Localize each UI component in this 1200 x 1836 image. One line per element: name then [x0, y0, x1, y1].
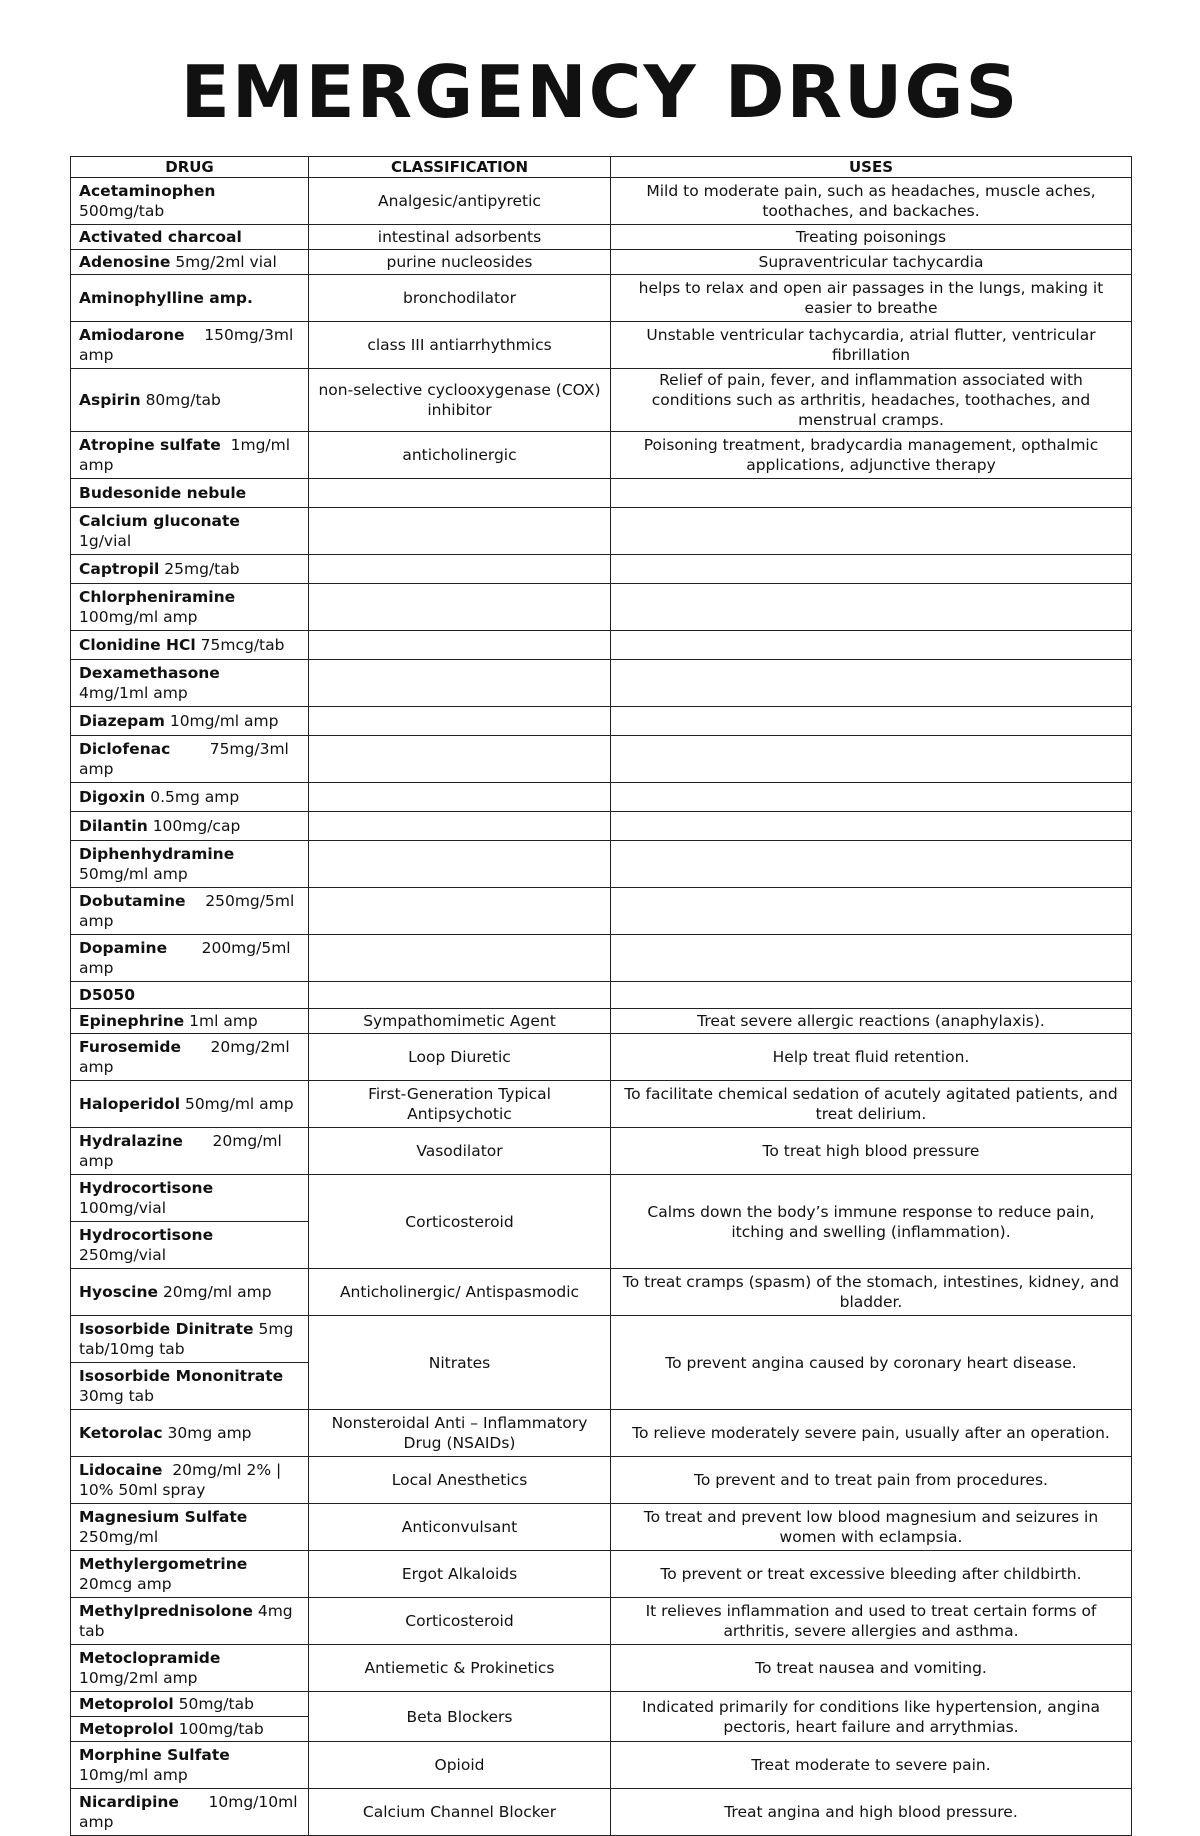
- classification-cell: [309, 631, 611, 660]
- drug-cell: [71, 275, 309, 322]
- drug-name: Diphenhydramine: [79, 845, 235, 863]
- drug-name: Haloperidol: [79, 1095, 181, 1113]
- classification-cell: [309, 736, 611, 783]
- classification-cell: Sympathomimetic Agent: [309, 1009, 611, 1034]
- drug-name: Atropine sulfate: [79, 436, 221, 454]
- classification-cell: Corticosteroid: [309, 1598, 611, 1645]
- drug-name: Calcium gluconate: [79, 512, 240, 530]
- drug-cell: [71, 1645, 309, 1692]
- uses-cell: [611, 736, 1132, 783]
- uses-cell: Supraventricular tachycardia: [611, 250, 1132, 275]
- classification-cell: anticholinergic: [309, 432, 611, 479]
- classification-cell: bronchodilator: [309, 275, 611, 322]
- classification-cell: [309, 888, 611, 935]
- drug-name: Activated charcoal: [79, 228, 242, 246]
- classification-cell: Calcium Channel Blocker: [309, 1789, 611, 1836]
- page-title: EMERGENCY DRUGS: [180, 50, 1020, 134]
- drug-dose: 500mg/tab: [79, 202, 165, 220]
- drug-dose: 50mg/ml amp: [184, 1095, 294, 1113]
- drug-cell: [71, 1128, 309, 1175]
- drug-cell: [71, 369, 309, 432]
- classification-cell: Opioid: [309, 1742, 611, 1789]
- drug-name: Digoxin: [79, 788, 146, 806]
- classification-cell: non-selective cyclooxygenase (COX) inhibitor: [309, 369, 611, 432]
- uses-cell: [611, 479, 1132, 508]
- drug-cell: [71, 1742, 309, 1789]
- classification-cell: [309, 841, 611, 888]
- table-row: [71, 1175, 1132, 1222]
- table-row: [71, 1598, 1132, 1645]
- classification-cell: intestinal adsorbents: [309, 225, 611, 250]
- classification-cell: Loop Diuretic: [309, 1034, 611, 1081]
- classification-cell: Antiemetic & Prokinetics: [309, 1645, 611, 1692]
- table-row: [71, 250, 1132, 275]
- drug-dose: 20mg/ml 2% | 10% 50ml spray: [79, 1461, 282, 1499]
- table-row: [71, 660, 1132, 707]
- classification-cell: class III antiarrhythmics: [309, 322, 611, 369]
- drug-name: Diazepam: [79, 712, 165, 730]
- uses-cell: Treat moderate to severe pain.: [611, 1742, 1132, 1789]
- drug-dose: 150mg/3ml amp: [79, 326, 294, 364]
- classification-cell: Nonsteroidal Anti – Inflammatory Drug (NSAIDs): [309, 1410, 611, 1457]
- drug-name: Isosorbide Dinitrate: [79, 1320, 254, 1338]
- table-row: [71, 1504, 1132, 1551]
- drug-name: Acetaminophen: [79, 182, 216, 200]
- drug-name: Hyoscine: [79, 1283, 158, 1301]
- table-row: [71, 783, 1132, 812]
- drug-dose: 100mg/vial: [79, 1199, 167, 1217]
- uses-cell: Treat severe allergic reactions (anaphylaxis).: [611, 1009, 1132, 1034]
- uses-cell: Indicated primarily for conditions like hypertension, angina pectoris, heart failure and arrythmias.: [611, 1692, 1132, 1742]
- drug-name: Dexamethasone: [79, 664, 220, 682]
- drug-cell: [71, 736, 309, 783]
- table-row: [71, 1457, 1132, 1504]
- drug-cell: [71, 1316, 309, 1363]
- table-row: [71, 1410, 1132, 1457]
- uses-cell: helps to relax and open air passages in the lungs, making it easier to breathe: [611, 275, 1132, 322]
- drug-name: Methylprednisolone: [79, 1602, 253, 1620]
- drug-name: Aminophylline amp.: [79, 289, 253, 307]
- drug-cell: [71, 479, 309, 508]
- table-row: [71, 508, 1132, 555]
- drug-dose: 75mg/3ml amp: [79, 740, 289, 778]
- drug-dose: 10mg/10ml amp: [79, 1793, 298, 1831]
- classification-cell: Vasodilator: [309, 1128, 611, 1175]
- classification-cell: [309, 935, 611, 982]
- classification-cell: purine nucleosides: [309, 250, 611, 275]
- uses-cell: [611, 982, 1132, 1009]
- drug-name: Budesonide nebule: [79, 484, 247, 502]
- uses-cell: To treat cramps (spasm) of the stomach, intestines, kidney, and bladder.: [611, 1269, 1132, 1316]
- table-row: [71, 479, 1132, 508]
- table-row: [71, 888, 1132, 935]
- drug-name: Metoclopramide: [79, 1649, 221, 1667]
- drug-name: Dopamine: [79, 939, 168, 957]
- drug-dose: 80mg/tab: [145, 391, 221, 409]
- drug-cell: [71, 707, 309, 736]
- column-header-drug: DRUG: [71, 157, 309, 178]
- uses-cell: To treat high blood pressure: [611, 1128, 1132, 1175]
- drug-dose: 25mg/tab: [164, 560, 240, 578]
- drug-cell: [71, 1009, 309, 1034]
- classification-cell: [309, 479, 611, 508]
- table-row: [71, 322, 1132, 369]
- classification-cell: [309, 707, 611, 736]
- table-row: [71, 555, 1132, 584]
- drug-name: Epinephrine: [79, 1012, 185, 1030]
- drug-name: D5050: [79, 986, 136, 1004]
- uses-cell: Unstable ventricular tachycardia, atrial flutter, ventricular fibrillation: [611, 322, 1132, 369]
- classification-cell: Local Anesthetics: [309, 1457, 611, 1504]
- drug-cell: [71, 783, 309, 812]
- table-row: [71, 841, 1132, 888]
- uses-cell: It relieves inflammation and used to treat certain forms of arthritis, severe allergies and asthma.: [611, 1598, 1132, 1645]
- drug-cell: [71, 1717, 309, 1742]
- classification-cell: [309, 783, 611, 812]
- uses-cell: [611, 555, 1132, 584]
- classification-cell: [309, 508, 611, 555]
- drug-name: Adenosine: [79, 253, 171, 271]
- drug-dose: 10mg/ml amp: [169, 712, 279, 730]
- uses-cell: To prevent and to treat pain from procedures.: [611, 1457, 1132, 1504]
- drug-dose: 5mg tab/10mg tab: [79, 1320, 294, 1358]
- drug-cell: [71, 1363, 309, 1410]
- classification-cell: Ergot Alkaloids: [309, 1551, 611, 1598]
- uses-cell: [611, 660, 1132, 707]
- drug-cell: [71, 1692, 309, 1717]
- table-row: [71, 1316, 1132, 1363]
- uses-cell: Mild to moderate pain, such as headaches, muscle aches, toothaches, and backaches.: [611, 178, 1132, 225]
- drug-dose: 100mg/cap: [152, 817, 241, 835]
- classification-cell: Beta Blockers: [309, 1692, 611, 1742]
- drug-dose: 5mg/2ml vial: [175, 253, 277, 271]
- drug-dose: 20mg/ml amp: [79, 1132, 282, 1170]
- classification-cell: Anticholinergic/ Antispasmodic: [309, 1269, 611, 1316]
- column-header-uses: USES: [611, 157, 1132, 178]
- drug-cell: [71, 1081, 309, 1128]
- drug-name: Hydrocortisone: [79, 1226, 214, 1244]
- table-row: [71, 631, 1132, 660]
- drug-dose: 20mg/2ml amp: [79, 1038, 290, 1076]
- drug-cell: [71, 1598, 309, 1645]
- uses-cell: Calms down the body’s immune response to reduce pain, itching and swelling (inflammation).: [611, 1175, 1132, 1269]
- drug-cell: [71, 935, 309, 982]
- classification-cell: First-Generation Typical Antipsychotic: [309, 1081, 611, 1128]
- uses-cell: To treat and prevent low blood magnesium and seizures in women with eclampsia.: [611, 1504, 1132, 1551]
- drug-dose: 50mg/ml amp: [79, 865, 188, 883]
- classification-cell: Analgesic/antipyretic: [309, 178, 611, 225]
- drug-dose: 4mg/1ml amp: [79, 684, 188, 702]
- table-row: [71, 812, 1132, 841]
- table-header-row: [71, 157, 1132, 178]
- uses-cell: Treating poisonings: [611, 225, 1132, 250]
- table-row: [71, 736, 1132, 783]
- drug-name: Clonidine HCl: [79, 636, 196, 654]
- drug-dose: 100mg/ml amp: [79, 608, 198, 626]
- uses-cell: Poisoning treatment, bradycardia management, opthalmic applications, adjunctive therapy: [611, 432, 1132, 479]
- drug-dose: 250mg/ml: [79, 1528, 159, 1546]
- table-row: [71, 1009, 1132, 1034]
- table-row: [71, 1034, 1132, 1081]
- classification-cell: Nitrates: [309, 1316, 611, 1410]
- drug-cell: [71, 1269, 309, 1316]
- table-row: [71, 1692, 1132, 1717]
- uses-cell: Treat angina and high blood pressure.: [611, 1789, 1132, 1836]
- table-row: [71, 1269, 1132, 1316]
- drug-dose: 10mg/2ml amp: [79, 1669, 198, 1687]
- table-row: [71, 1789, 1132, 1836]
- drug-name: Diclofenac: [79, 740, 171, 758]
- classification-cell: [309, 584, 611, 631]
- drug-name: Nicardipine: [79, 1793, 179, 1811]
- classification-cell: [309, 982, 611, 1009]
- drug-dose: 10mg/ml amp: [79, 1766, 188, 1784]
- drug-cell: [71, 888, 309, 935]
- drug-name: Dobutamine: [79, 892, 186, 910]
- table-row: [71, 178, 1132, 225]
- table-row: [71, 707, 1132, 736]
- table-row: [71, 1742, 1132, 1789]
- uses-cell: [611, 812, 1132, 841]
- drug-name: Hydrocortisone: [79, 1179, 214, 1197]
- drug-name: Furosemide: [79, 1038, 181, 1056]
- drug-dose: 20mcg amp: [79, 1575, 172, 1593]
- drug-dose: 4mg tab: [79, 1602, 293, 1640]
- drug-table: [70, 156, 1132, 1836]
- table-row: [71, 1551, 1132, 1598]
- drug-cell: [71, 1410, 309, 1457]
- drug-dose: 250mg/vial: [79, 1246, 167, 1264]
- drug-cell: [71, 1551, 309, 1598]
- drug-cell: [71, 631, 309, 660]
- drug-cell: [71, 322, 309, 369]
- drug-name: Aspirin: [79, 391, 141, 409]
- uses-cell: [611, 508, 1132, 555]
- drug-cell: [71, 1175, 309, 1222]
- drug-dose: 1mg/ml amp: [79, 436, 291, 474]
- drug-cell: [71, 584, 309, 631]
- uses-cell: [611, 783, 1132, 812]
- drug-dose: 75mcg/tab: [200, 636, 285, 654]
- column-header-classification: CLASSIFICATION: [309, 157, 611, 178]
- drug-name: Methylergometrine: [79, 1555, 248, 1573]
- drug-name: Chlorpheniramine: [79, 588, 236, 606]
- drug-dose: 200mg/5ml amp: [79, 939, 291, 977]
- drug-dose: 30mg tab: [79, 1387, 155, 1405]
- table-row: [71, 982, 1132, 1009]
- table-row: [71, 1081, 1132, 1128]
- uses-cell: [611, 584, 1132, 631]
- table-row: [71, 432, 1132, 479]
- table-row: [71, 369, 1132, 432]
- drug-cell: [71, 1222, 309, 1269]
- classification-cell: [309, 555, 611, 584]
- drug-name: Hydralazine: [79, 1132, 183, 1150]
- drug-dose: 1ml amp: [189, 1012, 258, 1030]
- drug-name: Captropil: [79, 560, 160, 578]
- drug-dose: 1g/vial: [79, 532, 132, 550]
- table-row: [71, 275, 1132, 322]
- uses-cell: To treat nausea and vomiting.: [611, 1645, 1132, 1692]
- classification-cell: [309, 660, 611, 707]
- uses-cell: To facilitate chemical sedation of acutely agitated patients, and treat delirium.: [611, 1081, 1132, 1128]
- drug-dose: 100mg/tab: [178, 1720, 264, 1738]
- uses-cell: [611, 707, 1132, 736]
- uses-cell: [611, 888, 1132, 935]
- drug-cell: [71, 812, 309, 841]
- drug-cell: [71, 1504, 309, 1551]
- table-row: [71, 935, 1132, 982]
- drug-dose: 20mg/ml amp: [162, 1283, 272, 1301]
- drug-name: Metoprolol: [79, 1720, 174, 1738]
- classification-cell: Corticosteroid: [309, 1175, 611, 1269]
- classification-cell: [309, 812, 611, 841]
- uses-cell: [611, 935, 1132, 982]
- table-row: [71, 225, 1132, 250]
- drug-dose: 0.5mg amp: [150, 788, 240, 806]
- drug-cell: [71, 1034, 309, 1081]
- uses-cell: To prevent angina caused by coronary heart disease.: [611, 1316, 1132, 1410]
- drug-cell: [71, 1789, 309, 1836]
- uses-cell: Relief of pain, fever, and inflammation associated with conditions such as arthritis, headaches, toothaches, and menstrual cramps.: [611, 369, 1132, 432]
- drug-cell: [71, 555, 309, 584]
- drug-cell: [71, 178, 309, 225]
- drug-cell: [71, 1457, 309, 1504]
- drug-cell: [71, 432, 309, 479]
- drug-cell: [71, 982, 309, 1009]
- drug-name: Isosorbide Mononitrate: [79, 1367, 284, 1385]
- table-row: [71, 1128, 1132, 1175]
- drug-name: Morphine Sulfate: [79, 1746, 230, 1764]
- classification-cell: Anticonvulsant: [309, 1504, 611, 1551]
- drug-dose: 250mg/5ml amp: [79, 892, 295, 930]
- uses-cell: To relieve moderately severe pain, usually after an operation.: [611, 1410, 1132, 1457]
- uses-cell: Help treat fluid retention.: [611, 1034, 1132, 1081]
- uses-cell: [611, 631, 1132, 660]
- uses-cell: To prevent or treat excessive bleeding after childbirth.: [611, 1551, 1132, 1598]
- drug-name: Lidocaine: [79, 1461, 163, 1479]
- drug-name: Magnesium Sulfate: [79, 1508, 248, 1526]
- drug-cell: [71, 660, 309, 707]
- drug-cell: [71, 508, 309, 555]
- drug-dose: 50mg/tab: [178, 1695, 254, 1713]
- table-row: [71, 1645, 1132, 1692]
- drug-cell: [71, 225, 309, 250]
- drug-cell: [71, 250, 309, 275]
- drug-cell: [71, 841, 309, 888]
- drug-name: Amiodarone: [79, 326, 185, 344]
- drug-dose: 30mg amp: [167, 1424, 252, 1442]
- drug-name: Dilantin: [79, 817, 148, 835]
- uses-cell: [611, 841, 1132, 888]
- drug-name: Metoprolol: [79, 1695, 174, 1713]
- table-row: [71, 584, 1132, 631]
- drug-name: Ketorolac: [79, 1424, 163, 1442]
